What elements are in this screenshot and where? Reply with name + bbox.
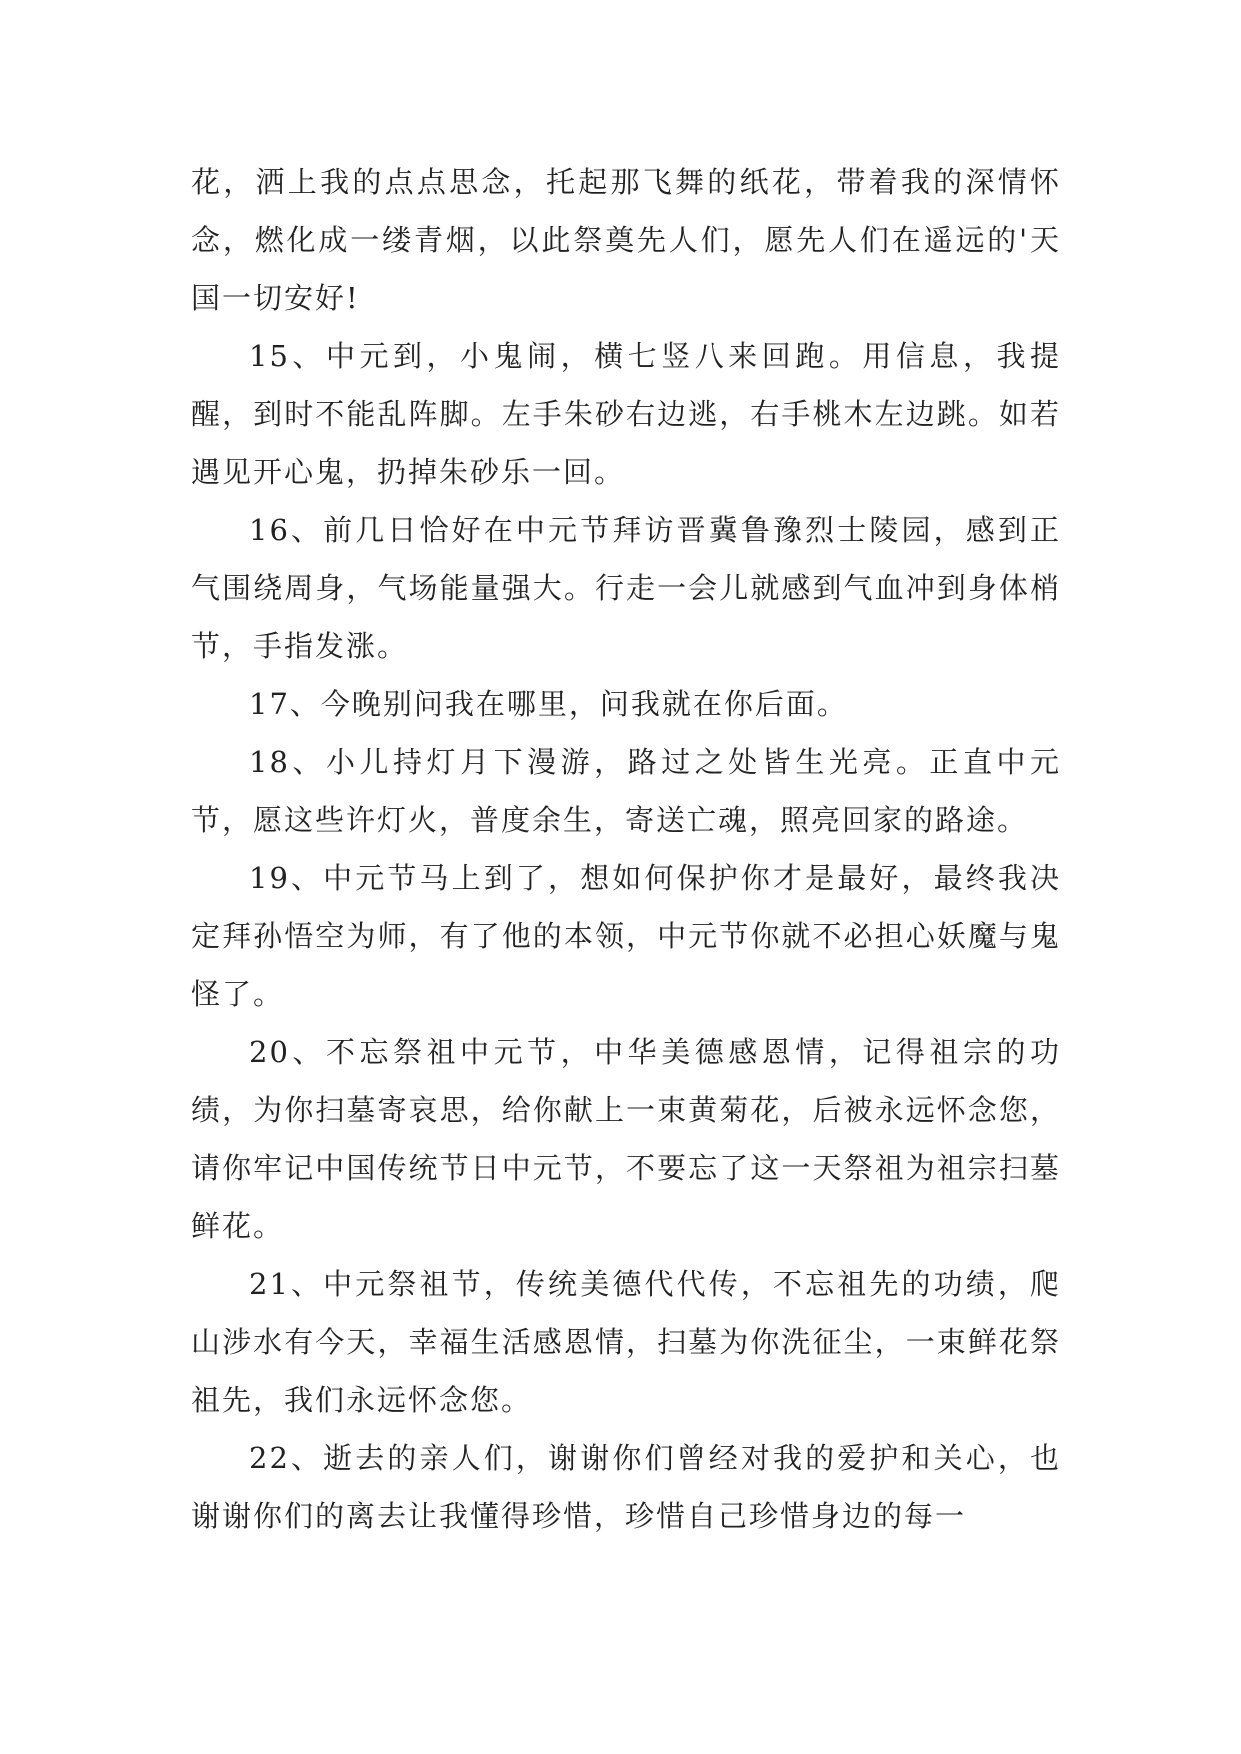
paragraph-16: 16、前几日恰好在中元节拜访晋冀鲁豫烈士陵园，感到正气围绕周身，气场能量强大。行走一会儿就感到气血冲到身体梢节，手指发涨。 — [191, 513, 1061, 663]
paragraph-20: 20、不忘祭祖中元节，中华美德感恩情，记得祖宗的功绩，为你扫墓寄哀思，给你献上一束黄菊花，后被永远怀念您，请你牢记中国传统节日中元节，不要忘了这一天祭祖为祖宗扫墓鲜花。 — [191, 1035, 1061, 1243]
paragraph-18: 18、小儿持灯月下漫游，路过之处皆生光亮。正直中元节，愿这些许灯火，普度余生，寄送亡魂，照亮回家的路途。 — [191, 745, 1061, 837]
paragraph-19: 19、中元节马上到了，想如何保护你才是最好，最终我决定拜孙悟空为师，有了他的本领，中元节你就不必担心妖魔与鬼怪了。 — [191, 861, 1061, 1011]
paragraph-15: 15、中元到，小鬼闹，横七竖八来回跑。用信息，我提醒，到时不能乱阵脚。左手朱砂右边逃，右手桃木左边跳。如若遇见开心鬼，扔掉朱砂乐一回。 — [191, 339, 1061, 489]
paragraph-21: 21、中元祭祖节，传统美德代代传，不忘祖先的功绩，爬山涉水有今天，幸福生活感恩情，扫墓为你洗征尘，一束鲜花祭祖先，我们永远怀念您。 — [191, 1267, 1061, 1417]
paragraph-17: 17、今晚别问我在哪里，问我就在你后面。 — [249, 687, 848, 721]
document-body — [191, 153, 1061, 1545]
paragraph-continued: 花，洒上我的点点思念，托起那飞舞的纸花，带着我的深情怀念，燃化成一缕青烟，以此祭奠先人们，愿先人们在遥远的'天国一切安好! — [191, 165, 1061, 315]
paragraph-22: 22、逝去的亲人们，谢谢你们曾经对我的爱护和关心，也谢谢你们的离去让我懂得珍惜，珍惜自己珍惜身边的每一 — [191, 1441, 1061, 1533]
